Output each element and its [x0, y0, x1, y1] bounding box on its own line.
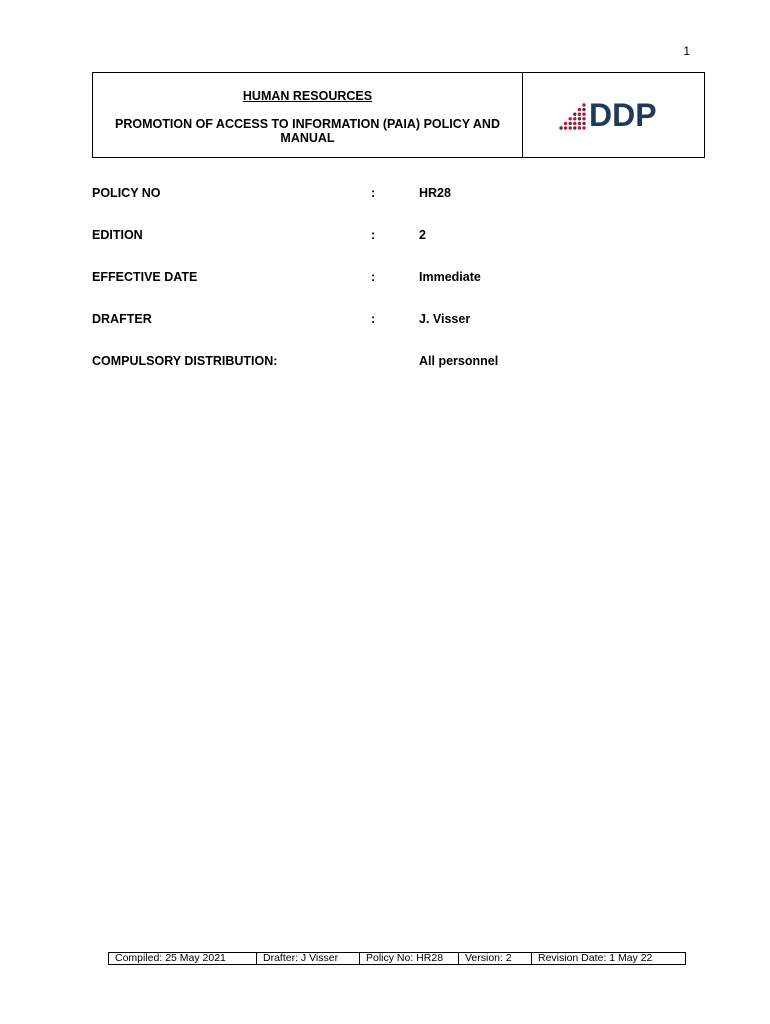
meta-row-policy-no [92, 186, 652, 228]
logo-dot [568, 117, 571, 120]
logo-text: DDP [588, 98, 657, 132]
meta-row-edition [92, 228, 652, 270]
drafter-value: J. Visser [419, 312, 471, 326]
document-footer [108, 952, 686, 965]
distribution-value: All personnel [419, 354, 499, 368]
logo-dot [573, 126, 576, 129]
logo-dot [573, 122, 576, 125]
meta-row-effective-date [92, 270, 652, 312]
footer-revision-date: Revision Date: 1 May 22 [538, 952, 653, 964]
logo-dot [582, 108, 585, 111]
drafter-label: DRAFTER [92, 312, 152, 326]
edition-label: EDITION [92, 228, 143, 242]
drafter-colon: : [371, 312, 376, 326]
company-logo [523, 73, 704, 157]
footer-policy-no: Policy No: HR28 [360, 953, 459, 964]
logo-dot [568, 126, 571, 129]
header-title-cell [93, 73, 523, 157]
logo-dot [582, 113, 585, 116]
policy-title: PROMOTION OF ACCESS TO INFORMATION (PAIA) POLICY AND MANUAL [115, 117, 500, 145]
footer-drafter: Drafter: J Visser [257, 953, 360, 964]
edition-colon: : [371, 228, 376, 242]
policy-details [92, 186, 652, 396]
policy-no-label: POLICY NO [92, 186, 161, 200]
effective-date-colon: : [371, 270, 376, 284]
logo-dot [568, 122, 571, 125]
footer-version: Version: 2 [459, 953, 532, 964]
logo-dot [582, 122, 585, 125]
logo-dot [577, 108, 580, 111]
logo-dot [573, 113, 576, 116]
meta-row-drafter [92, 312, 652, 354]
edition-value: 2 [419, 228, 426, 242]
distribution-label: COMPULSORY DISTRIBUTION: [92, 354, 278, 368]
effective-date-value: Immediate [419, 270, 481, 284]
logo-dot [582, 126, 585, 129]
logo-dot [563, 126, 566, 129]
logo-dot [577, 117, 580, 120]
logo-dot [582, 103, 585, 106]
logo-dot [573, 117, 576, 120]
document-header [92, 72, 705, 158]
logo-dot [577, 126, 580, 129]
department-title: HUMAN RESOURCES [242, 89, 373, 103]
page-number: 1 [683, 44, 690, 58]
policy-no-colon: : [371, 186, 376, 200]
logo-dot [563, 122, 566, 125]
logo-dot [577, 113, 580, 116]
logo-dot [559, 126, 562, 129]
meta-row-distribution [92, 354, 652, 396]
effective-date-label: EFFECTIVE DATE [92, 270, 198, 284]
logo-dot [582, 117, 585, 120]
logo-dot [577, 122, 580, 125]
footer-compiled: Compiled: 25 May 2021 [109, 953, 257, 964]
ddp-logo-icon [559, 98, 669, 132]
policy-no-value: HR28 [419, 186, 451, 200]
